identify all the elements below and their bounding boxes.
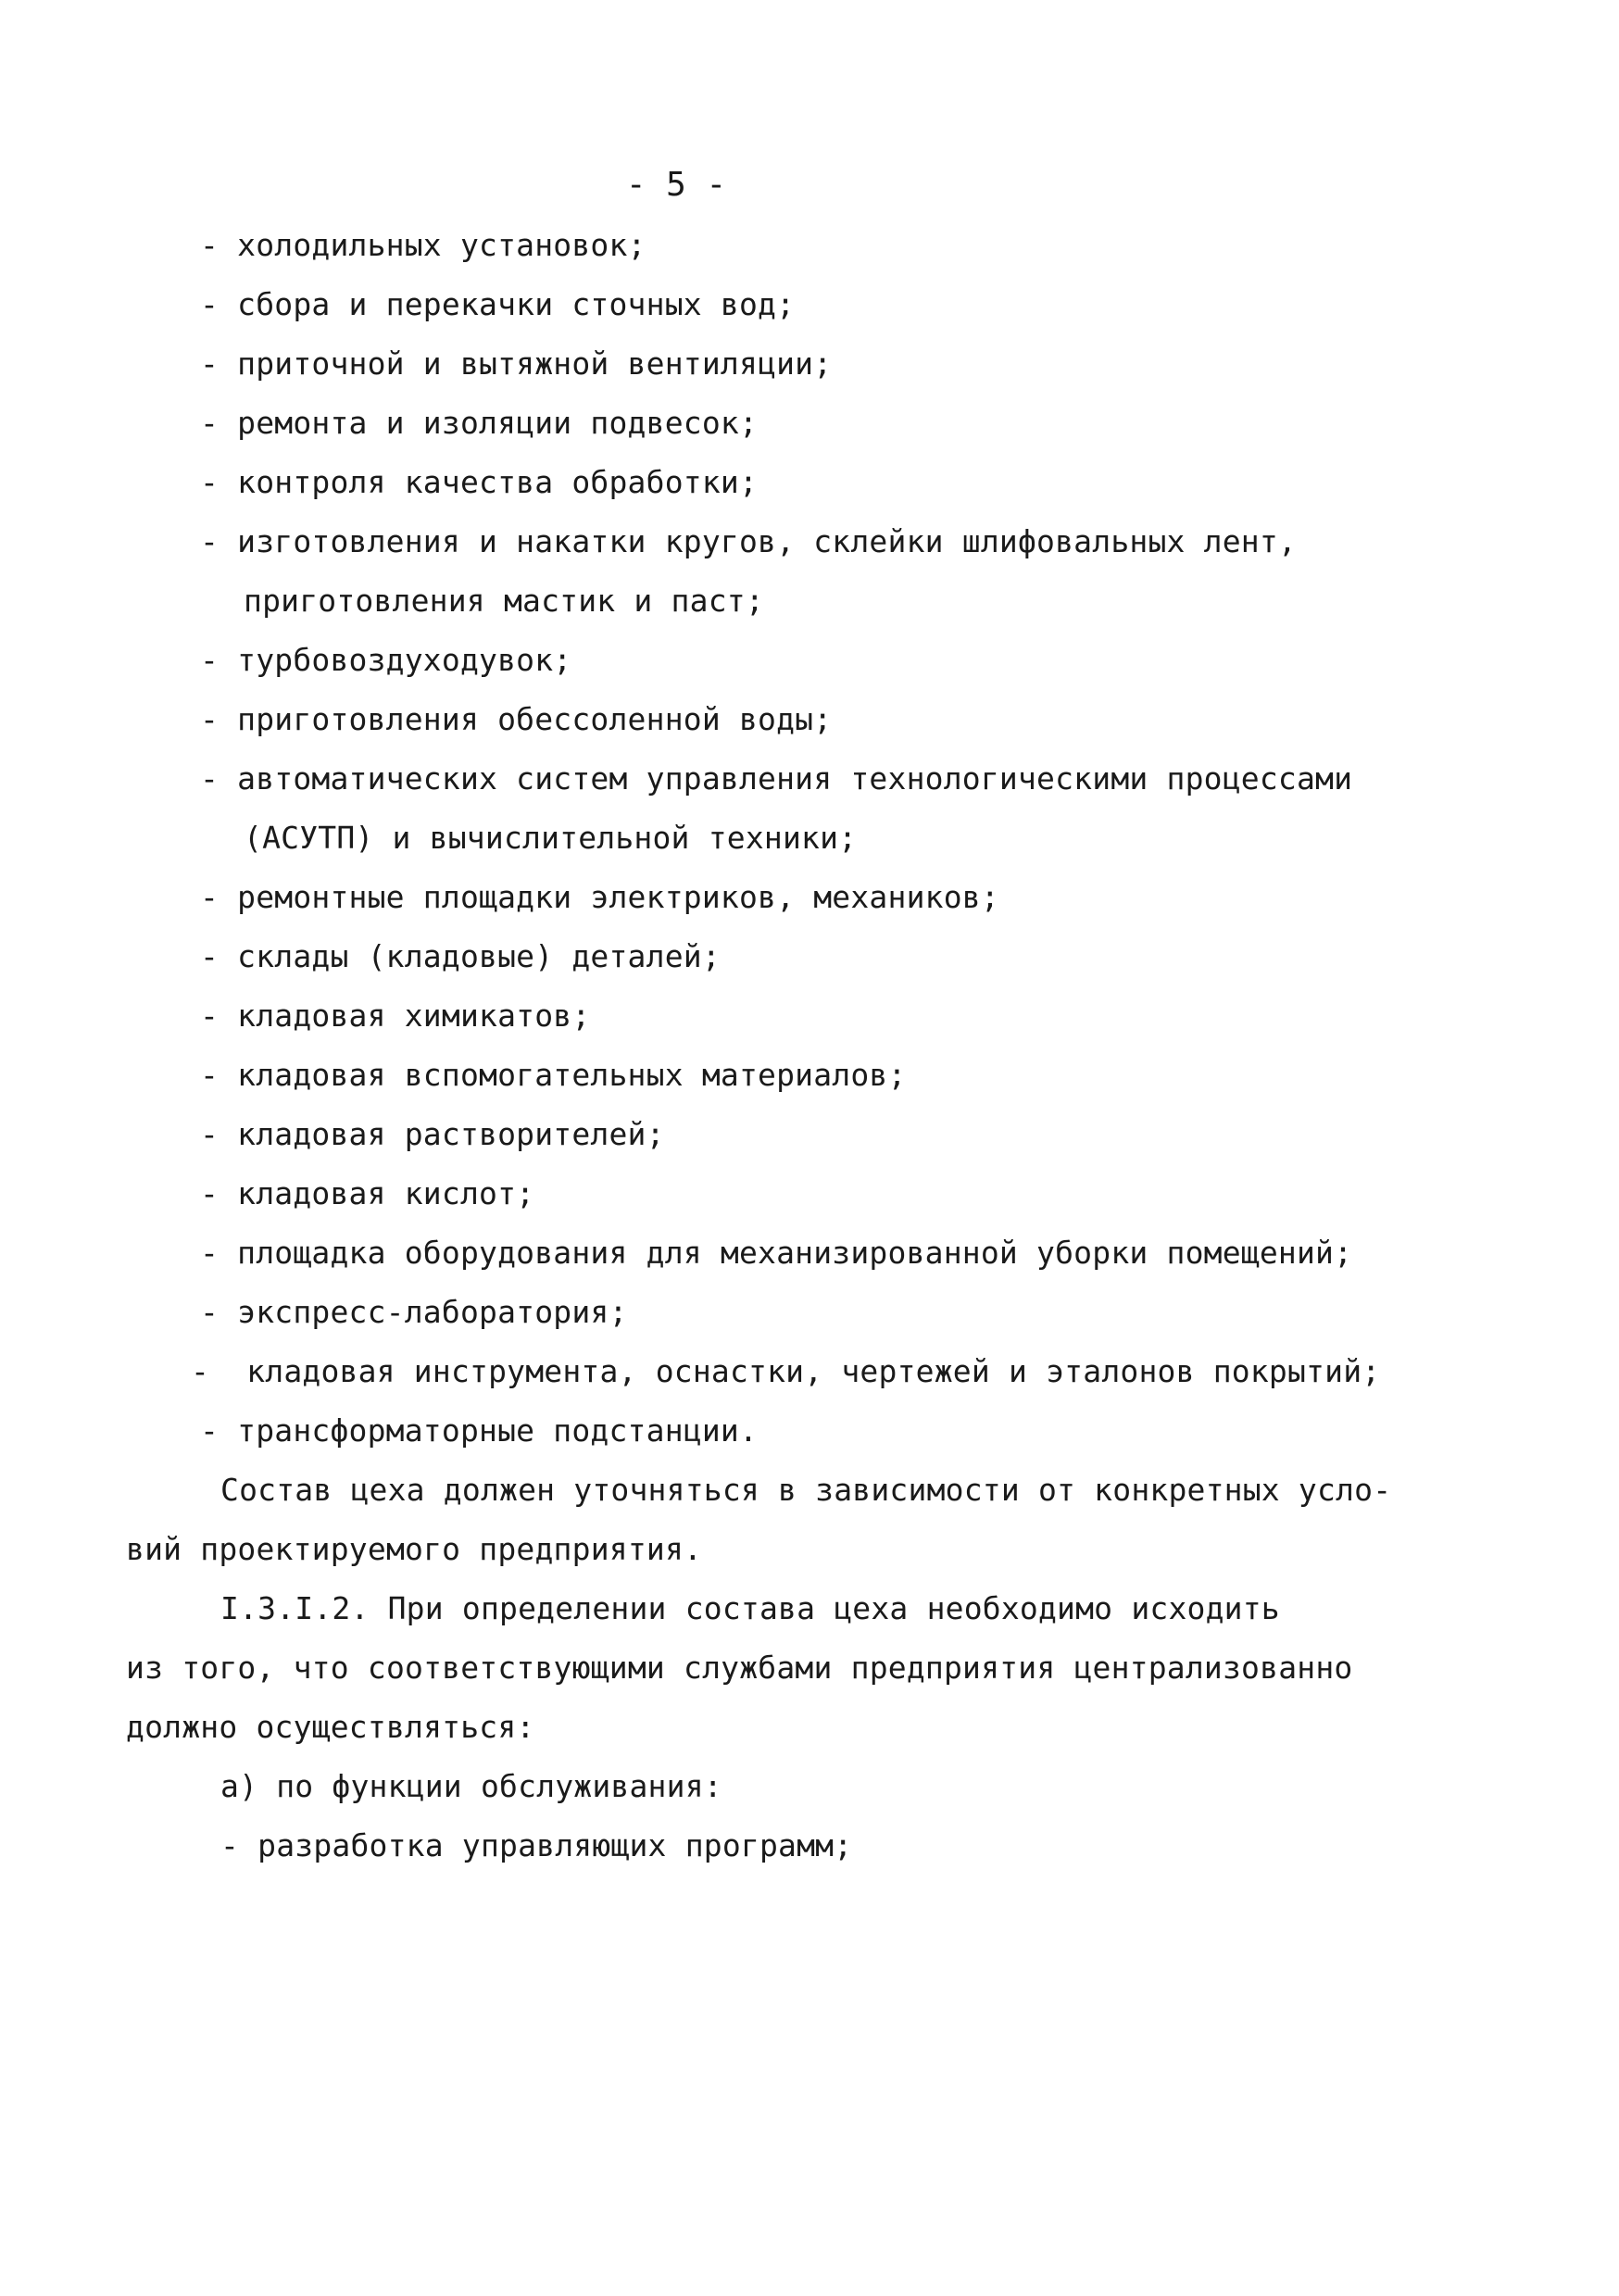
list-item: - кладовая растворителей;: [200, 1116, 665, 1152]
list-item: - трансформаторные подстанции.: [200, 1412, 759, 1449]
paragraph-line: из того, что соответствующими службами предприятия централизованно: [126, 1650, 1353, 1686]
paragraph-line: вий проектируемого предприятия.: [126, 1531, 703, 1567]
list-item: - разработка управляющих программ;: [220, 1827, 853, 1863]
list-item: - контроля качества обработки;: [200, 464, 759, 500]
list-item: - ремонта и изоляции подвесок;: [200, 405, 759, 441]
paragraph-line: должно осуществляться:: [126, 1709, 535, 1745]
list-item: - сбора и перекачки сточных вод;: [200, 286, 796, 322]
list-item: - изготовления и накатки кругов, склейки шлифовальных лент,: [200, 523, 1297, 559]
list-item: - кладовая химикатов;: [200, 997, 591, 1034]
list-item: - холодильных установок;: [200, 227, 646, 263]
sublist-heading: а) по функции обслуживания:: [220, 1768, 722, 1804]
list-item: - экспресс-лаборатория;: [200, 1294, 628, 1330]
section-heading-line: I.3.I.2. При определении состава цеха необходимо исходить: [220, 1590, 1280, 1626]
list-item: - кладовая кислот;: [200, 1175, 535, 1211]
paragraph-line: Состав цеха должен уточняться в зависимости от конкретных усло-: [220, 1472, 1392, 1508]
page-number: - 5 -: [625, 166, 727, 204]
list-item: - площадка оборудования для механизированной уборки помещений;: [200, 1235, 1353, 1271]
list-item: - склады (кладовые) деталей;: [200, 938, 721, 974]
list-item: - ремонтные площадки электриков, механиков;: [200, 879, 999, 915]
list-item: - кладовая вспомогательных материалов;: [200, 1057, 907, 1093]
list-item: - приточной и вытяжной вентиляции;: [200, 345, 833, 382]
list-item-continuation: (АСУТП) и вычислительной техники;: [244, 820, 858, 856]
list-item: - кладовая инструмента, оснастки, чертежей и эталонов покрытий;: [191, 1353, 1381, 1389]
list-item: - приготовления обессоленной воды;: [200, 701, 833, 737]
list-item-continuation: приготовления мастик и паст;: [244, 583, 764, 619]
list-item: - автоматических систем управления технологическими процессами: [200, 760, 1353, 797]
list-item: - турбовоздуходувок;: [200, 642, 572, 678]
